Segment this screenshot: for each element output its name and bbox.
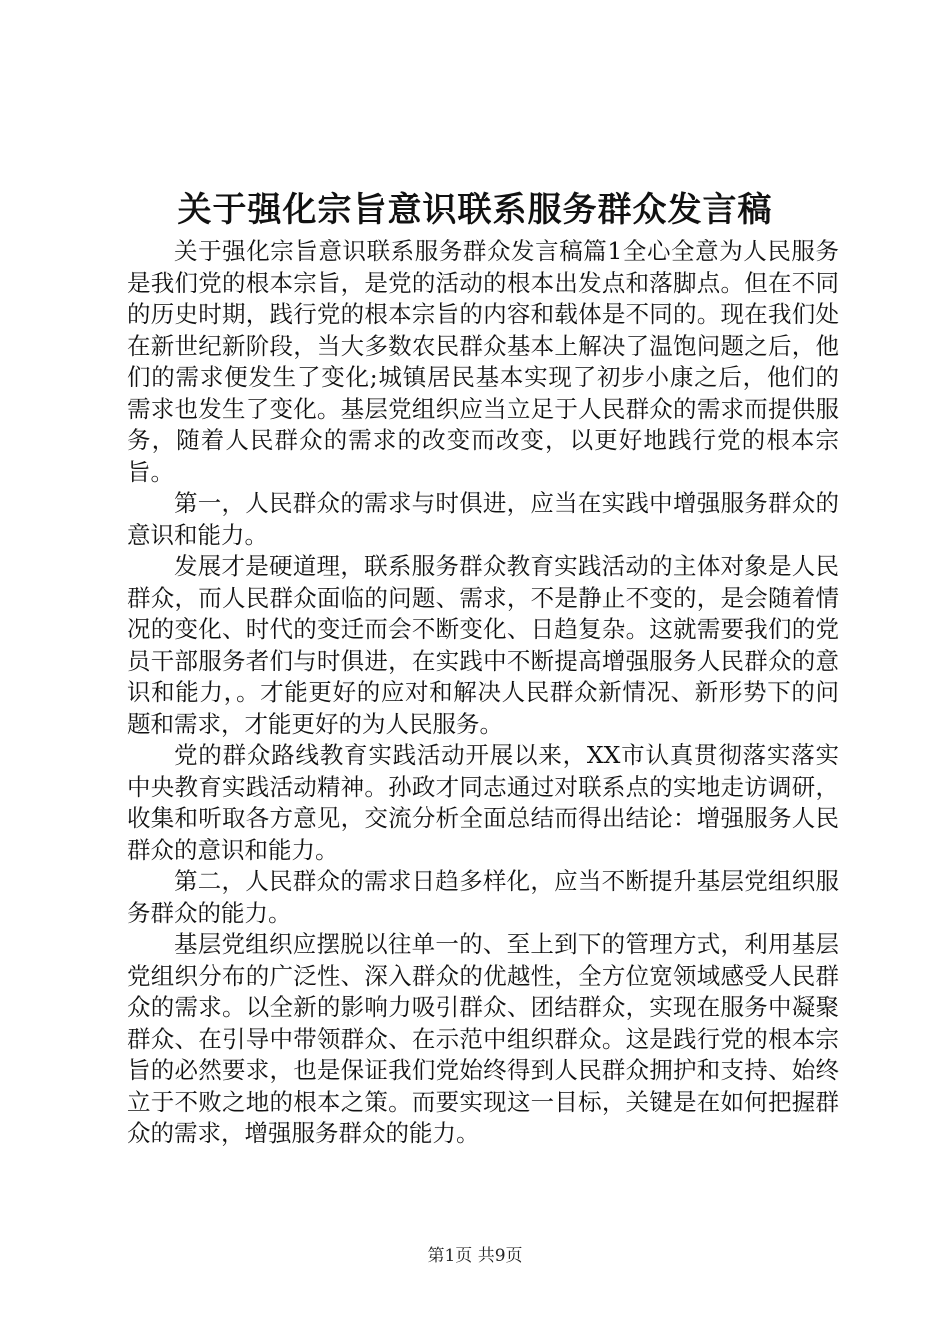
paragraph-intro: 关于强化宗旨意识联系服务群众发言稿篇1全心全意为人民服务是我们党的根本宗旨，是党的活动的根本出发点和落脚点。但在不同的历史时期，践行党的根本宗旨的内容和载体是不同的。现在我们处在新世纪新阶段，当大多数农民群众基本上解决了温饱问题之后，他们的需求便发生了变化;城镇居民基本实现了初步小康之后，他们的需求也发生了变化。基层党组织应当立足于人民群众的需求而提供服务，随着人民群众的需求的改变而改变，以更好地践行党的根本宗旨。 xyxy=(127,237,839,486)
paragraph-mass-line: 党的群众路线教育实践活动开展以来，XX市认真贯彻落实落实中央教育实践活动精神。孙政才同志通过对联系点的实地走访调研，收集和听取各方意见，交流分析全面总结而得出结论：增强服务人民群众的意识和能力。 xyxy=(127,741,839,864)
document-title: 关于强化宗旨意识联系服务群众发言稿 xyxy=(177,190,773,230)
paragraph-grassroots: 基层党组织应摆脱以往单一的、至上到下的管理方式，利用基层党组织分布的广泛性、深入群众的优越性，全方位宽领域感受人民群众的需求。以全新的影响力吸引群众、团结群众，实现在服务中凝聚群众、在引导中带领群众、在示范中组织群众。这是践行党的根本宗旨的必然要求，也是保证我们党始终得到人民群众拥护和支持、始终立于不败之地的根本之策。而要实现这一目标，关键是在如何把握群众的需求，增强服务群众的能力。 xyxy=(127,930,839,1147)
paragraph-point-two: 第二，人民群众的需求日趋多样化，应当不断提升基层党组织服务群众的能力。 xyxy=(127,867,839,927)
document-body xyxy=(127,236,839,1150)
paragraph-development: 发展才是硬道理，联系服务群众教育实践活动的主体对象是人民群众，而人民群众面临的问题、需求，不是静止不变的，是会随着情况的变化、时代的变迁而会不断变化、日趋复杂。这就需要我们的党员干部服务者们与时俱进，在实践中不断提高增强服务人民群众的意识和能力，。才能更好的应对和解决人民群众新情况、新形势下的问题和需求，才能更好的为人民服务。 xyxy=(127,552,839,738)
paragraph-point-one: 第一，人民群众的需求与时俱进，应当在实践中增强服务群众的意识和能力。 xyxy=(127,489,839,549)
page-footer: 第1页 共9页 xyxy=(427,1246,523,1266)
